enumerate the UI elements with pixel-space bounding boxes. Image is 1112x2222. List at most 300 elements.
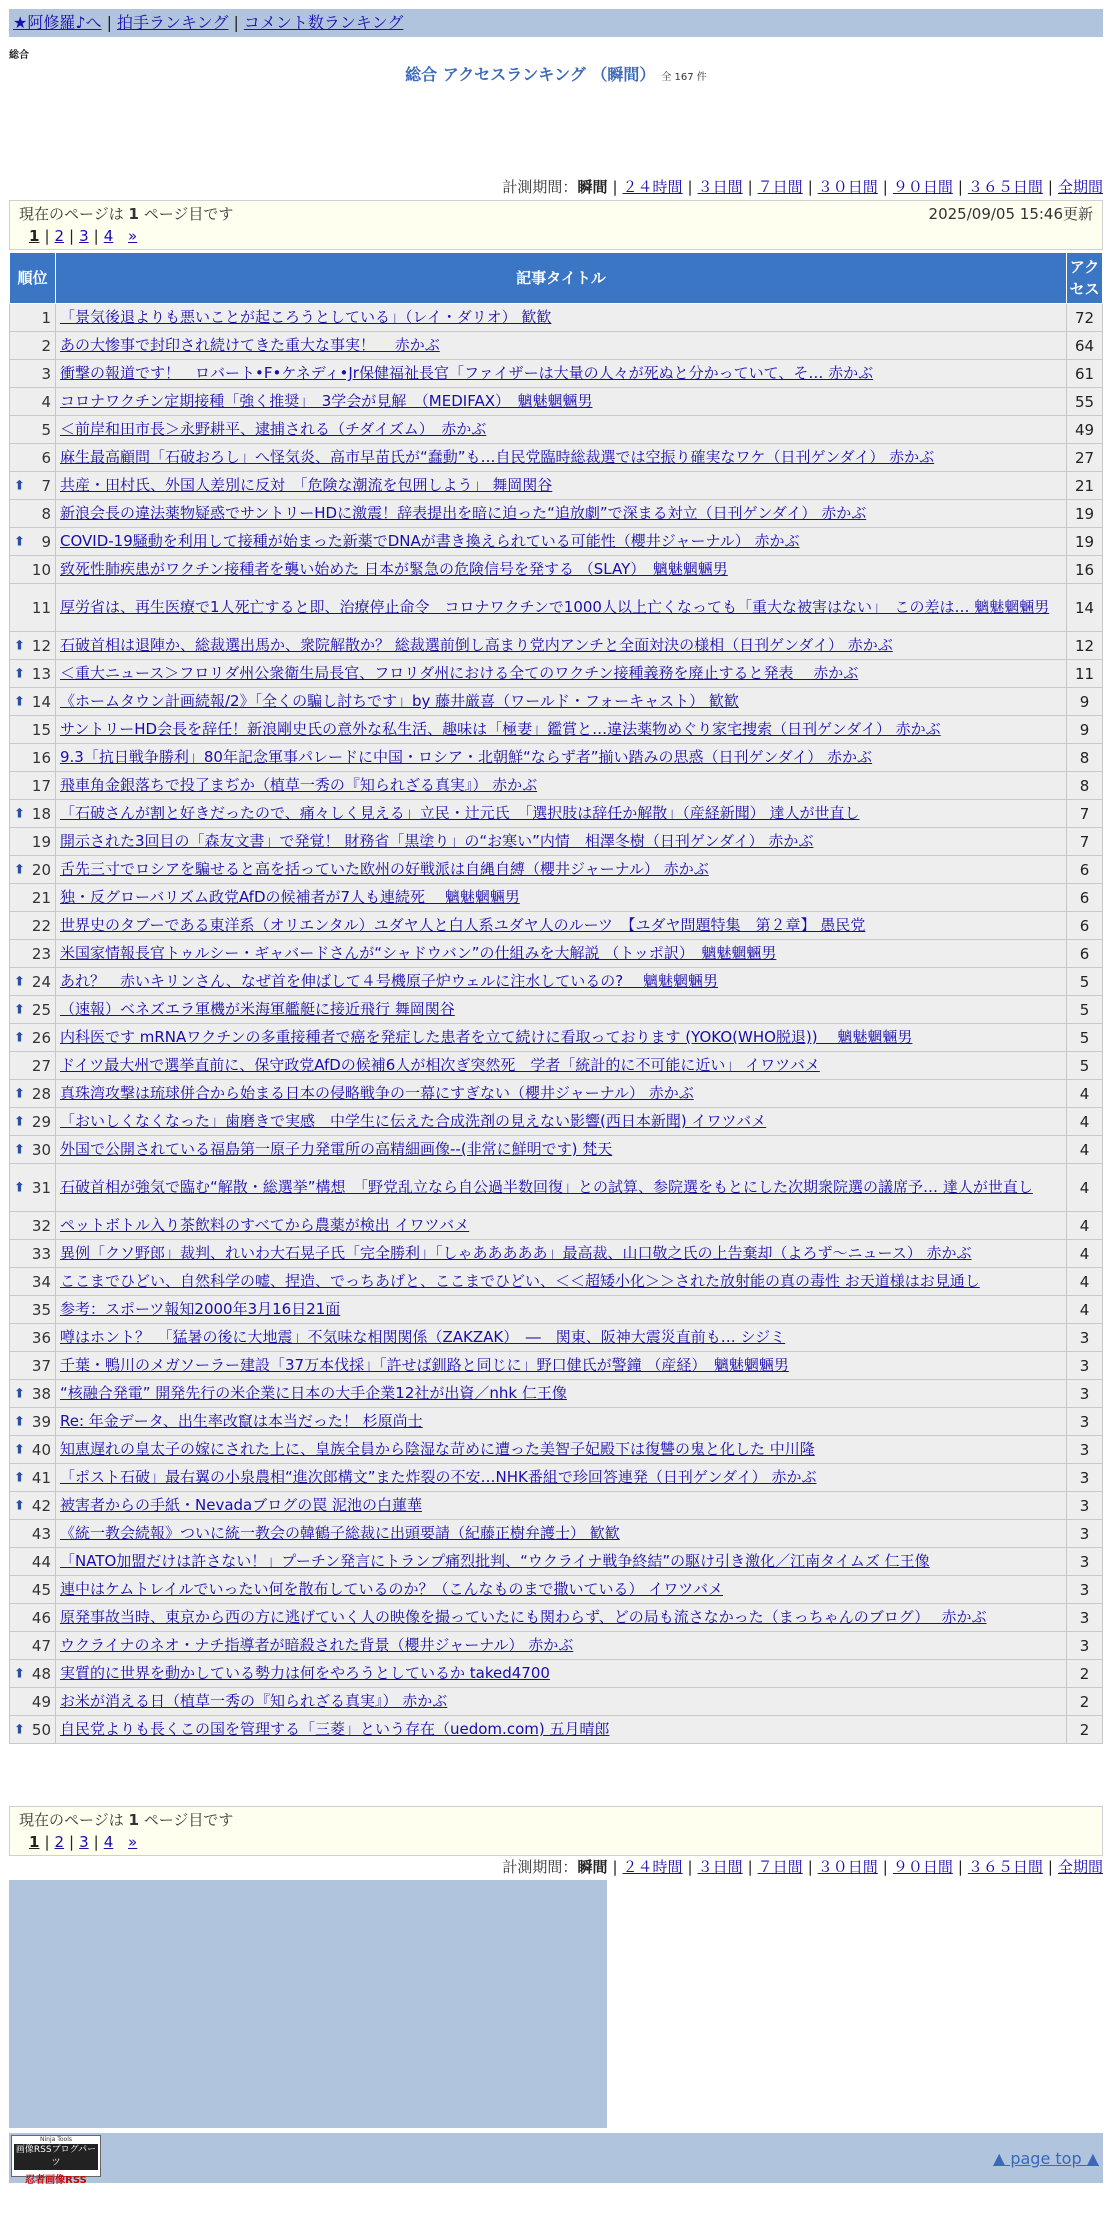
- rank-cell: [10, 1240, 56, 1268]
- rank-cell: [10, 660, 56, 688]
- rank-number: 32: [31, 1216, 51, 1235]
- period-separator: |: [957, 1858, 963, 1876]
- rank-cell: [10, 1716, 56, 1744]
- title-cell: [56, 1296, 1067, 1324]
- title-cell: [56, 716, 1067, 744]
- table-row: [10, 1688, 1103, 1716]
- table-row: [10, 388, 1103, 416]
- article-title-link[interactable]: 「景気後退よりも悪いことが起ころうとしている」（レイ・ダリオ） 歓歓: [60, 308, 552, 326]
- title-cell: [56, 1408, 1067, 1436]
- period-separator: |: [807, 178, 813, 196]
- arrow-up-icon: ⬆: [14, 1086, 25, 1101]
- table-row: [10, 1268, 1103, 1296]
- col-header-title: 記事タイトル: [56, 253, 1067, 304]
- access-cell: 7: [1067, 828, 1103, 856]
- table-row: [10, 1632, 1103, 1660]
- access-cell: 2: [1067, 1716, 1103, 1744]
- article-title-link[interactable]: ＜前岸和田市長＞永野耕平、逮捕される（チダイズム） 赤かぶ: [60, 420, 487, 438]
- rank-cell: [10, 416, 56, 444]
- rank-cell: [10, 584, 56, 632]
- title-cell: [56, 772, 1067, 800]
- rank-cell: [10, 472, 56, 500]
- access-cell: 4: [1067, 1108, 1103, 1136]
- page-separator: [118, 1833, 123, 1851]
- table-row: [10, 1052, 1103, 1080]
- article-title-link[interactable]: 原発事故当時、東京から西の方に逃げていく人の映像を撮っていたにも関わらず、どの局も流さなかった（まっちゃんのブログ） 赤かぶ: [60, 1608, 987, 1626]
- article-title-link[interactable]: 「おいしくなくなった」歯磨きで実感 中学生に伝えた合成洗剤の見えない影響(西日本新聞) イワツバメ: [60, 1112, 767, 1130]
- article-title-link[interactable]: サントリーHD会長を辞任！新浪剛史氏の意外な私生活、趣味は「極妻」鑑賞と…違法薬物めぐり家宅捜索（日刊ゲンダイ） 赤かぶ: [60, 720, 941, 738]
- period-separator: |: [612, 1858, 618, 1876]
- category-label: 総合: [9, 50, 29, 61]
- rank-number: 14: [31, 692, 51, 711]
- access-cell: 12: [1067, 632, 1103, 660]
- title-cell: [56, 556, 1067, 584]
- page-separator: |: [44, 1833, 50, 1851]
- rank-cell: [10, 1052, 56, 1080]
- footer: [9, 2133, 1103, 2186]
- rank-cell: [10, 1080, 56, 1108]
- table-row: [10, 688, 1103, 716]
- access-cell: 9: [1067, 716, 1103, 744]
- access-cell: 4: [1067, 1240, 1103, 1268]
- page-separator: |: [44, 227, 50, 245]
- arrow-up-icon: ⬆: [14, 1114, 25, 1129]
- access-cell: 3: [1067, 1408, 1103, 1436]
- access-cell: 4: [1067, 1296, 1103, 1324]
- rank-number: 34: [31, 1272, 51, 1291]
- period-option-link[interactable]: ２４時間: [622, 1858, 683, 1876]
- table-row: [10, 1716, 1103, 1744]
- access-cell: 19: [1067, 500, 1103, 528]
- pager-current-text: 現在のページは 1 ページ目です: [19, 205, 234, 223]
- rank-cell: [10, 332, 56, 360]
- title-cell: [56, 1324, 1067, 1352]
- logo-line1: Ninja Tools: [40, 2136, 72, 2143]
- access-cell: 72: [1067, 304, 1103, 332]
- article-title-link[interactable]: 千葉・鴨川のメガソーラー建設「37万本伐採」「許せば釧路と同じに」野口健氏が警鐘 （産経） 魑魅魍魎男: [60, 1356, 789, 1374]
- access-cell: 8: [1067, 772, 1103, 800]
- logo-line2: 画像RSSブログパーツ: [15, 2145, 97, 2168]
- article-title-link[interactable]: 《統一教会続報》ついに統一教会の韓鶴子総裁に出頭要請（紀藤正樹弁護士） 歓歓: [60, 1524, 620, 1542]
- arrow-up-icon: ⬆: [14, 666, 25, 681]
- arrow-up-icon: ⬆: [14, 534, 25, 549]
- access-cell: 2: [1067, 1660, 1103, 1688]
- page-link-current[interactable]: 1: [29, 1833, 40, 1851]
- period-selector-top: [502, 176, 1103, 197]
- rank-number: 50: [31, 1720, 51, 1739]
- period-option-link[interactable]: ２４時間: [622, 178, 683, 196]
- period-option-link[interactable]: ３日間: [697, 1858, 743, 1876]
- rank-number: 38: [31, 1384, 51, 1403]
- table-row: [10, 1296, 1103, 1324]
- table-row: [10, 360, 1103, 388]
- article-title-link[interactable]: 世界史のタブーである東洋系（オリエンタル）ユダヤ人と白人系ユダヤ人のルーツ 【ユダヤ問題特集 第２章】 愚民党: [60, 916, 866, 934]
- access-cell: 4: [1067, 1136, 1103, 1164]
- access-cell: 3: [1067, 1464, 1103, 1492]
- rank-number: 4: [41, 392, 51, 411]
- access-cell: 5: [1067, 1052, 1103, 1080]
- rank-cell: [10, 1408, 56, 1436]
- table-row: [10, 584, 1103, 632]
- access-cell: 4: [1067, 1268, 1103, 1296]
- title-cell: [56, 1688, 1067, 1716]
- title-cell: [56, 500, 1067, 528]
- arrow-up-icon: ⬆: [14, 694, 25, 709]
- article-title-link[interactable]: 9.3「抗日戦争勝利」80年記念軍事パレードに中国・ロシア・北朝鮮“ならず者”揃い踏みの思惑（日刊ゲンダイ） 赤かぶ: [60, 748, 873, 766]
- table-row: [10, 716, 1103, 744]
- article-title-link[interactable]: 石破首相が強気で臨む“解散・総選挙”構想 「野党乱立なら自公過半数回復」との試算、参院選をもとにした次期衆院選の議席予… 達人が世直し: [60, 1178, 1033, 1196]
- rank-cell: [10, 1352, 56, 1380]
- title-cell: [56, 1024, 1067, 1052]
- rank-number: 15: [31, 720, 51, 739]
- rank-number: 41: [31, 1468, 51, 1487]
- table-row: [10, 332, 1103, 360]
- page-separator: [118, 227, 123, 245]
- title-cell: [56, 360, 1067, 388]
- nav-link-asyura[interactable]: ★阿修羅♪へ: [13, 13, 102, 32]
- rank-cell: [10, 772, 56, 800]
- period-separator: |: [687, 1858, 693, 1876]
- arrow-up-icon: ⬆: [14, 1666, 25, 1681]
- article-title-link[interactable]: ここまでひどい、自然科学の嘘、捏造、でっちあげと、ここまでひどい、＜＜超矮小化＞＞された放射能の真の毒性 お天道様はお見通し: [60, 1272, 980, 1290]
- title-cell: [56, 828, 1067, 856]
- article-title-link[interactable]: COVID-19騒動を利用して接種が始まった新薬でDNAが書き換えられている可能性（櫻井ジャーナル） 赤かぶ: [60, 532, 800, 550]
- title-cell: [56, 1136, 1067, 1164]
- nav-separator: |: [233, 13, 239, 32]
- title-cell: [56, 1052, 1067, 1080]
- article-title-link[interactable]: “核融合発電” 開発先行の米企業に日本の大手企業12社が出資／nhk 仁王像: [60, 1384, 567, 1402]
- article-title-link[interactable]: 実質的に世界を動かしている勢力は何をやろうとしているか taked4700: [60, 1664, 550, 1682]
- table-row: [10, 1464, 1103, 1492]
- rank-number: 30: [31, 1140, 51, 1159]
- period-separator: |: [882, 178, 888, 196]
- access-cell: 5: [1067, 968, 1103, 996]
- rank-cell: [10, 1464, 56, 1492]
- col-header-access: アクセス: [1067, 253, 1103, 304]
- rank-cell: [10, 1520, 56, 1548]
- article-title-link[interactable]: 「NATO加盟だけは許さない！」プーチン発言にトランプ痛烈批判、“ウクライナ戦争終結”の駆け引き激化／江南タイムズ 仁王像: [60, 1552, 930, 1570]
- article-title-link[interactable]: 厚労省は、再生医療で1人死亡すると即、治療停止命令 コロナワクチンで1000人以上亡くなっても「重大な被害はない」 この差は… 魑魅魍魎男: [60, 598, 1050, 616]
- access-cell: 4: [1067, 1164, 1103, 1212]
- access-cell: 19: [1067, 528, 1103, 556]
- article-title-link[interactable]: 舌先三寸でロシアを騙せると高を括っていた欧州の好戦派は自縄自縛（櫻井ジャーナル） 赤かぶ: [60, 860, 709, 878]
- rank-cell: [10, 632, 56, 660]
- period-option-link[interactable]: ７日間: [757, 178, 803, 196]
- access-cell: 7: [1067, 800, 1103, 828]
- table-row: [10, 744, 1103, 772]
- rank-cell: [10, 1296, 56, 1324]
- rank-cell: [10, 912, 56, 940]
- access-cell: 9: [1067, 688, 1103, 716]
- title-cell: [56, 1660, 1067, 1688]
- rank-cell: [10, 688, 56, 716]
- rank-cell: [10, 1108, 56, 1136]
- page-link[interactable]: 3: [79, 1833, 89, 1851]
- access-cell: 3: [1067, 1576, 1103, 1604]
- page-link[interactable]: 2: [54, 1833, 65, 1851]
- title-cell: [56, 632, 1067, 660]
- next-page-link[interactable]: »: [128, 227, 138, 245]
- rank-cell: [10, 1024, 56, 1052]
- period-option-link[interactable]: ３日間: [697, 178, 743, 196]
- access-cell: 4: [1067, 1212, 1103, 1240]
- period-option-link[interactable]: ７日間: [757, 1858, 803, 1876]
- article-title-link[interactable]: 独・反グローバリズム政党AfDの候補者が7人も連続死 魑魅魍魎男: [60, 888, 520, 906]
- rank-number: 33: [31, 1244, 51, 1263]
- article-title-link[interactable]: 参考：スポーツ報知2000年3月16日21面: [60, 1300, 341, 1318]
- title-cell: [56, 660, 1067, 688]
- rank-cell: [10, 856, 56, 884]
- rank-number: 36: [31, 1328, 51, 1347]
- article-title-link[interactable]: 共産・田村氏、外国人差別に反対 「危険な潮流を包囲しよう」 舞岡関谷: [60, 476, 553, 494]
- rank-cell: [10, 1212, 56, 1240]
- pager-top: [9, 200, 1103, 250]
- article-title-link[interactable]: 新浪会長の違法薬物疑惑でサントリーHDに激震！辞表提出を暗に迫った“追放劇”で深まる対立（日刊ゲンダイ） 赤かぶ: [60, 504, 867, 522]
- article-title-link[interactable]: ペットボトル入り茶飲料のすべてから農薬が検出 イワツバメ: [60, 1216, 470, 1234]
- article-title-link[interactable]: 飛車角金銀落ちで投了まぢか（植草一秀の『知られざる真実』） 赤かぶ: [60, 776, 538, 794]
- table-row: [10, 772, 1103, 800]
- article-title-link[interactable]: あの大惨事で封印され続けてきた重大な事実！ 赤かぶ: [60, 336, 440, 354]
- arrow-up-icon: ⬆: [14, 1030, 25, 1045]
- article-title-link[interactable]: 「石破さんが割と好きだったので、痛々しく見える」立民・辻元氏 「選択肢は辞任か解散」（産経新聞） 達人が世直し: [60, 804, 860, 822]
- page-separator: |: [93, 1833, 99, 1851]
- rank-cell: [10, 556, 56, 584]
- article-title-link[interactable]: あれ？ 赤いキリンさん、なぜ首を伸ばして４号機原子炉ウェルに注水しているの? 魑魅魍魎男: [60, 972, 719, 990]
- article-title-link[interactable]: （速報）ベネズエラ軍機が米海軍艦艇に接近飛行 舞岡関谷: [60, 1000, 455, 1018]
- table-row: [10, 444, 1103, 472]
- arrow-up-icon: ⬆: [14, 862, 25, 877]
- article-title-link[interactable]: 異例「クソ野郎」裁判、れいわ大石晃子氏「完全勝利」「しゃあああああ」最高裁、山口敬之氏の上告棄却（よろず〜ニュース） 赤かぶ: [60, 1244, 972, 1262]
- title-cell: [56, 1492, 1067, 1520]
- rank-number: 46: [31, 1608, 51, 1627]
- table-row: [10, 632, 1103, 660]
- article-title-link[interactable]: 「ポスト石破」最右翼の小泉農相“進次郎構文”また炸裂の不安…NHK番組で珍回答連発（日刊ゲンダイ） 赤かぶ: [60, 1468, 817, 1486]
- article-title-link[interactable]: 外国で公開されている福島第一原子力発電所の高精細画像--(非常に鮮明です) 梵天: [60, 1140, 613, 1158]
- rank-number: 10: [31, 560, 51, 579]
- rank-number: 6: [41, 448, 51, 467]
- period-separator: |: [747, 178, 753, 196]
- rank-cell: [10, 1688, 56, 1716]
- page-link-current[interactable]: 1: [29, 227, 40, 245]
- period-separator: |: [747, 1858, 753, 1876]
- table-row: [10, 1080, 1103, 1108]
- table-row: [10, 1660, 1103, 1688]
- title-cell: [56, 584, 1067, 632]
- title-cell: [56, 332, 1067, 360]
- article-title-link[interactable]: ＜重大ニュース＞フロリダ州公衆衛生局長官、フロリダ州における全てのワクチン接種義務を廃止すると発表 赤かぶ: [60, 664, 859, 682]
- table-row: [10, 1436, 1103, 1464]
- page-link[interactable]: 4: [103, 1833, 114, 1851]
- rank-cell: [10, 1268, 56, 1296]
- period-option-link[interactable]: 全期間: [1057, 1858, 1103, 1876]
- period-option-link[interactable]: ９０日間: [892, 178, 953, 196]
- rank-cell: [10, 968, 56, 996]
- rank-number: 35: [31, 1300, 51, 1319]
- title-cell: [56, 528, 1067, 556]
- access-cell: 3: [1067, 1380, 1103, 1408]
- page-top-link[interactable]: ▲ page top ▲: [992, 2149, 1099, 2168]
- arrow-up-icon: ⬆: [14, 1414, 25, 1429]
- next-page-link[interactable]: »: [128, 1833, 138, 1851]
- title-cell: [56, 1520, 1067, 1548]
- rank-number: 24: [31, 972, 51, 991]
- rank-number: 23: [31, 944, 51, 963]
- arrow-up-icon: ⬆: [14, 806, 25, 821]
- ninja-rss-logo[interactable]: [11, 2135, 101, 2186]
- period-option-link[interactable]: ３６５日間: [967, 178, 1043, 196]
- arrow-up-icon: ⬆: [14, 1142, 25, 1157]
- table-row: [10, 528, 1103, 556]
- table-row: [10, 660, 1103, 688]
- access-cell: 4: [1067, 1080, 1103, 1108]
- article-title-link[interactable]: 連中はケムトレイルでいったい何を散布しているのか？（こんなものまで撒いている） イワツバメ: [60, 1580, 723, 1598]
- top-nav: [9, 9, 1103, 37]
- page-link[interactable]: 2: [54, 227, 65, 245]
- title-cell: [56, 1716, 1067, 1744]
- period-separator: |: [807, 1858, 813, 1876]
- title-cell: [56, 388, 1067, 416]
- period-option-link[interactable]: ９０日間: [892, 1858, 953, 1876]
- access-cell: 3: [1067, 1520, 1103, 1548]
- access-cell: 6: [1067, 940, 1103, 968]
- nav-link-comment-ranking[interactable]: コメント数ランキング: [243, 13, 404, 32]
- ranking-table-body: [10, 304, 1103, 1744]
- rank-cell: [10, 996, 56, 1024]
- article-title-link[interactable]: 米国家情報長官トゥルシー・ギャバードさんが“シャドウバン”の仕組みを大解説 （トッポ訳） 魑魅魍魎男: [60, 944, 777, 962]
- title-cell: [56, 1604, 1067, 1632]
- table-row: [10, 1380, 1103, 1408]
- rank-cell: [10, 360, 56, 388]
- arrow-up-icon: ⬆: [14, 1498, 25, 1513]
- rank-cell: [10, 800, 56, 828]
- article-title-link[interactable]: ウクライナのネオ・ナチ指導者が暗殺された背景（櫻井ジャーナル） 赤かぶ: [60, 1636, 574, 1654]
- rank-number: 8: [41, 504, 51, 523]
- title-cell: [56, 968, 1067, 996]
- access-cell: 6: [1067, 884, 1103, 912]
- page-separator: |: [69, 1833, 75, 1851]
- period-separator: |: [687, 178, 693, 196]
- period-separator: |: [882, 1858, 888, 1876]
- rank-number: 28: [31, 1084, 51, 1103]
- page-link[interactable]: 3: [79, 227, 89, 245]
- page-links: [19, 1831, 1093, 1853]
- article-title-link[interactable]: 噂はホント？ 「猛暑の後に大地震」不気味な相関関係（ZAKZAK） ― 関東、阪神大震災直前も… シジミ: [60, 1328, 786, 1346]
- article-title-link[interactable]: 開示された3回目の「森友文書」で発覚！ 財務省「黒塗り」の“お寒い”内情 相澤冬樹（日刊ゲンダイ） 赤かぶ: [60, 832, 814, 850]
- article-title-link[interactable]: 衝撃の報道です！ ロバート•F•ケネディ•Jr保健福祉長官「ファイザーは大量の人々が死ぬと分かっていて、そ… 赤かぶ: [60, 364, 874, 382]
- arrow-up-icon: ⬆: [14, 1442, 25, 1457]
- rank-number: 5: [41, 420, 51, 439]
- rank-number: 25: [31, 1000, 51, 1019]
- pager-current-text: 現在のページは 1 ページ目です: [19, 1811, 234, 1829]
- page-link[interactable]: 4: [103, 227, 114, 245]
- access-cell: 3: [1067, 1492, 1103, 1520]
- title-cell: [56, 856, 1067, 884]
- article-title-link[interactable]: ドイツ最大州で選挙直前に、保守政党AfDの候補6人が相次ぎ突然死 学者「統計的に不可能に近い」 イワツバメ: [60, 1056, 820, 1074]
- title-cell: [56, 912, 1067, 940]
- table-row: [10, 800, 1103, 828]
- title-cell: [56, 940, 1067, 968]
- period-option-link[interactable]: ３０日間: [817, 1858, 878, 1876]
- period-separator: |: [612, 178, 618, 196]
- rank-number: 44: [31, 1552, 51, 1571]
- table-row: [10, 304, 1103, 332]
- rank-number: 31: [31, 1178, 51, 1197]
- period-current: 瞬間: [577, 178, 608, 196]
- article-title-link[interactable]: 致死性肺疾患がワクチン接種者を襲い始めた 日本が緊急の危険信号を発する （SLAY） 魑魅魍魎男: [60, 560, 728, 578]
- access-cell: 6: [1067, 912, 1103, 940]
- article-title-link[interactable]: 《ホームタウン計画続報/2》「全くの騙し討ちです」by 藤井厳喜（ワールド・フォーキャスト） 歓歓: [60, 692, 739, 710]
- table-row: [10, 1108, 1103, 1136]
- access-cell: 2: [1067, 1688, 1103, 1716]
- table-row: [10, 968, 1103, 996]
- rank-cell: [10, 828, 56, 856]
- rank-number: 17: [31, 776, 51, 795]
- article-title-link[interactable]: Re: 年金データ、出生率改竄は本当だった！ 杉原尚士: [60, 1412, 423, 1430]
- article-title-link[interactable]: 自民党よりも長くこの国を管理する「三菱」という存在（uedom.com) 五月晴郎: [60, 1720, 610, 1738]
- rank-number: 42: [31, 1496, 51, 1515]
- rank-cell: [10, 1604, 56, 1632]
- period-prefix: 計測期間：: [502, 1858, 578, 1876]
- title-cell: [56, 416, 1067, 444]
- article-title-link[interactable]: 被害者からの手紙・Nevadaブログの罠 泥池の白蓮華: [60, 1496, 423, 1514]
- title-cell: [56, 884, 1067, 912]
- rank-number: 39: [31, 1412, 51, 1431]
- access-cell: 3: [1067, 1324, 1103, 1352]
- article-title-link[interactable]: 麻生最高顧問「石破おろし」へ怪気炎、高市早苗氏が“蠢動”も…自民党臨時総裁選では空振り確実なワケ（日刊ゲンダイ） 赤かぶ: [60, 448, 935, 466]
- access-cell: 5: [1067, 996, 1103, 1024]
- access-cell: 3: [1067, 1352, 1103, 1380]
- title-cell: [56, 1212, 1067, 1240]
- access-cell: 27: [1067, 444, 1103, 472]
- article-title-link[interactable]: 石破首相は退陣か、総裁選出馬か、衆院解散か？ 総裁選前倒し高まり党内アンチと全面対決の様相（日刊ゲンダイ） 赤かぶ: [60, 636, 893, 654]
- period-option-link[interactable]: 全期間: [1057, 178, 1103, 196]
- article-title-link[interactable]: 内科医です mRNAワクチンの多重接種者で癌を発症した患者を立て続けに看取っております (YOKO(WHO脱退)) 魑魅魍魎男: [60, 1028, 913, 1046]
- rank-number: 11: [31, 598, 51, 617]
- arrow-up-icon: ⬆: [14, 638, 25, 653]
- access-cell: 11: [1067, 660, 1103, 688]
- period-option-link[interactable]: ３６５日間: [967, 1858, 1043, 1876]
- access-cell: 64: [1067, 332, 1103, 360]
- table-row: [10, 1408, 1103, 1436]
- article-title-link[interactable]: 真珠湾攻撃は琉球併合から始まる日本の侵略戦争の一幕にすぎない（櫻井ジャーナル） 赤かぶ: [60, 1084, 694, 1102]
- rank-number: 7: [41, 476, 51, 495]
- arrow-up-icon: ⬆: [14, 1386, 25, 1401]
- article-title-link[interactable]: 知恵遅れの皇太子の嫁にされた上に、皇族全員から陰湿な苛めに遭った美智子妃殿下は復讐の鬼と化した 中川隆: [60, 1440, 815, 1458]
- article-title-link[interactable]: コロナワクチン定期接種「強く推奨」 3学会が見解 （MEDIFAX） 魑魅魍魎男: [60, 392, 593, 410]
- rank-cell: [10, 744, 56, 772]
- rank-number: 9: [41, 532, 51, 551]
- rank-cell: [10, 884, 56, 912]
- logo-line3: 忍者画像RSS: [25, 2175, 87, 2186]
- access-cell: 16: [1067, 556, 1103, 584]
- rank-cell: [10, 444, 56, 472]
- nav-link-applause-ranking[interactable]: 拍手ランキング: [116, 13, 229, 32]
- pager-current-line: [19, 1809, 1093, 1831]
- table-row: [10, 1604, 1103, 1632]
- period-option-link[interactable]: ３０日間: [817, 178, 878, 196]
- title-cell: [56, 304, 1067, 332]
- rank-number: 20: [31, 860, 51, 879]
- article-title-link[interactable]: お米が消える日（植草一秀の『知られざる真実』） 赤かぶ: [60, 1692, 448, 1710]
- rank-number: 29: [31, 1112, 51, 1131]
- access-cell: 3: [1067, 1436, 1103, 1464]
- page-separator: |: [69, 227, 75, 245]
- page-title: [0, 62, 1112, 85]
- rank-number: 45: [31, 1580, 51, 1599]
- updated-timestamp: 2025/09/05 15:46更新: [928, 205, 1093, 223]
- access-cell: 8: [1067, 744, 1103, 772]
- arrow-up-icon: ⬆: [14, 974, 25, 989]
